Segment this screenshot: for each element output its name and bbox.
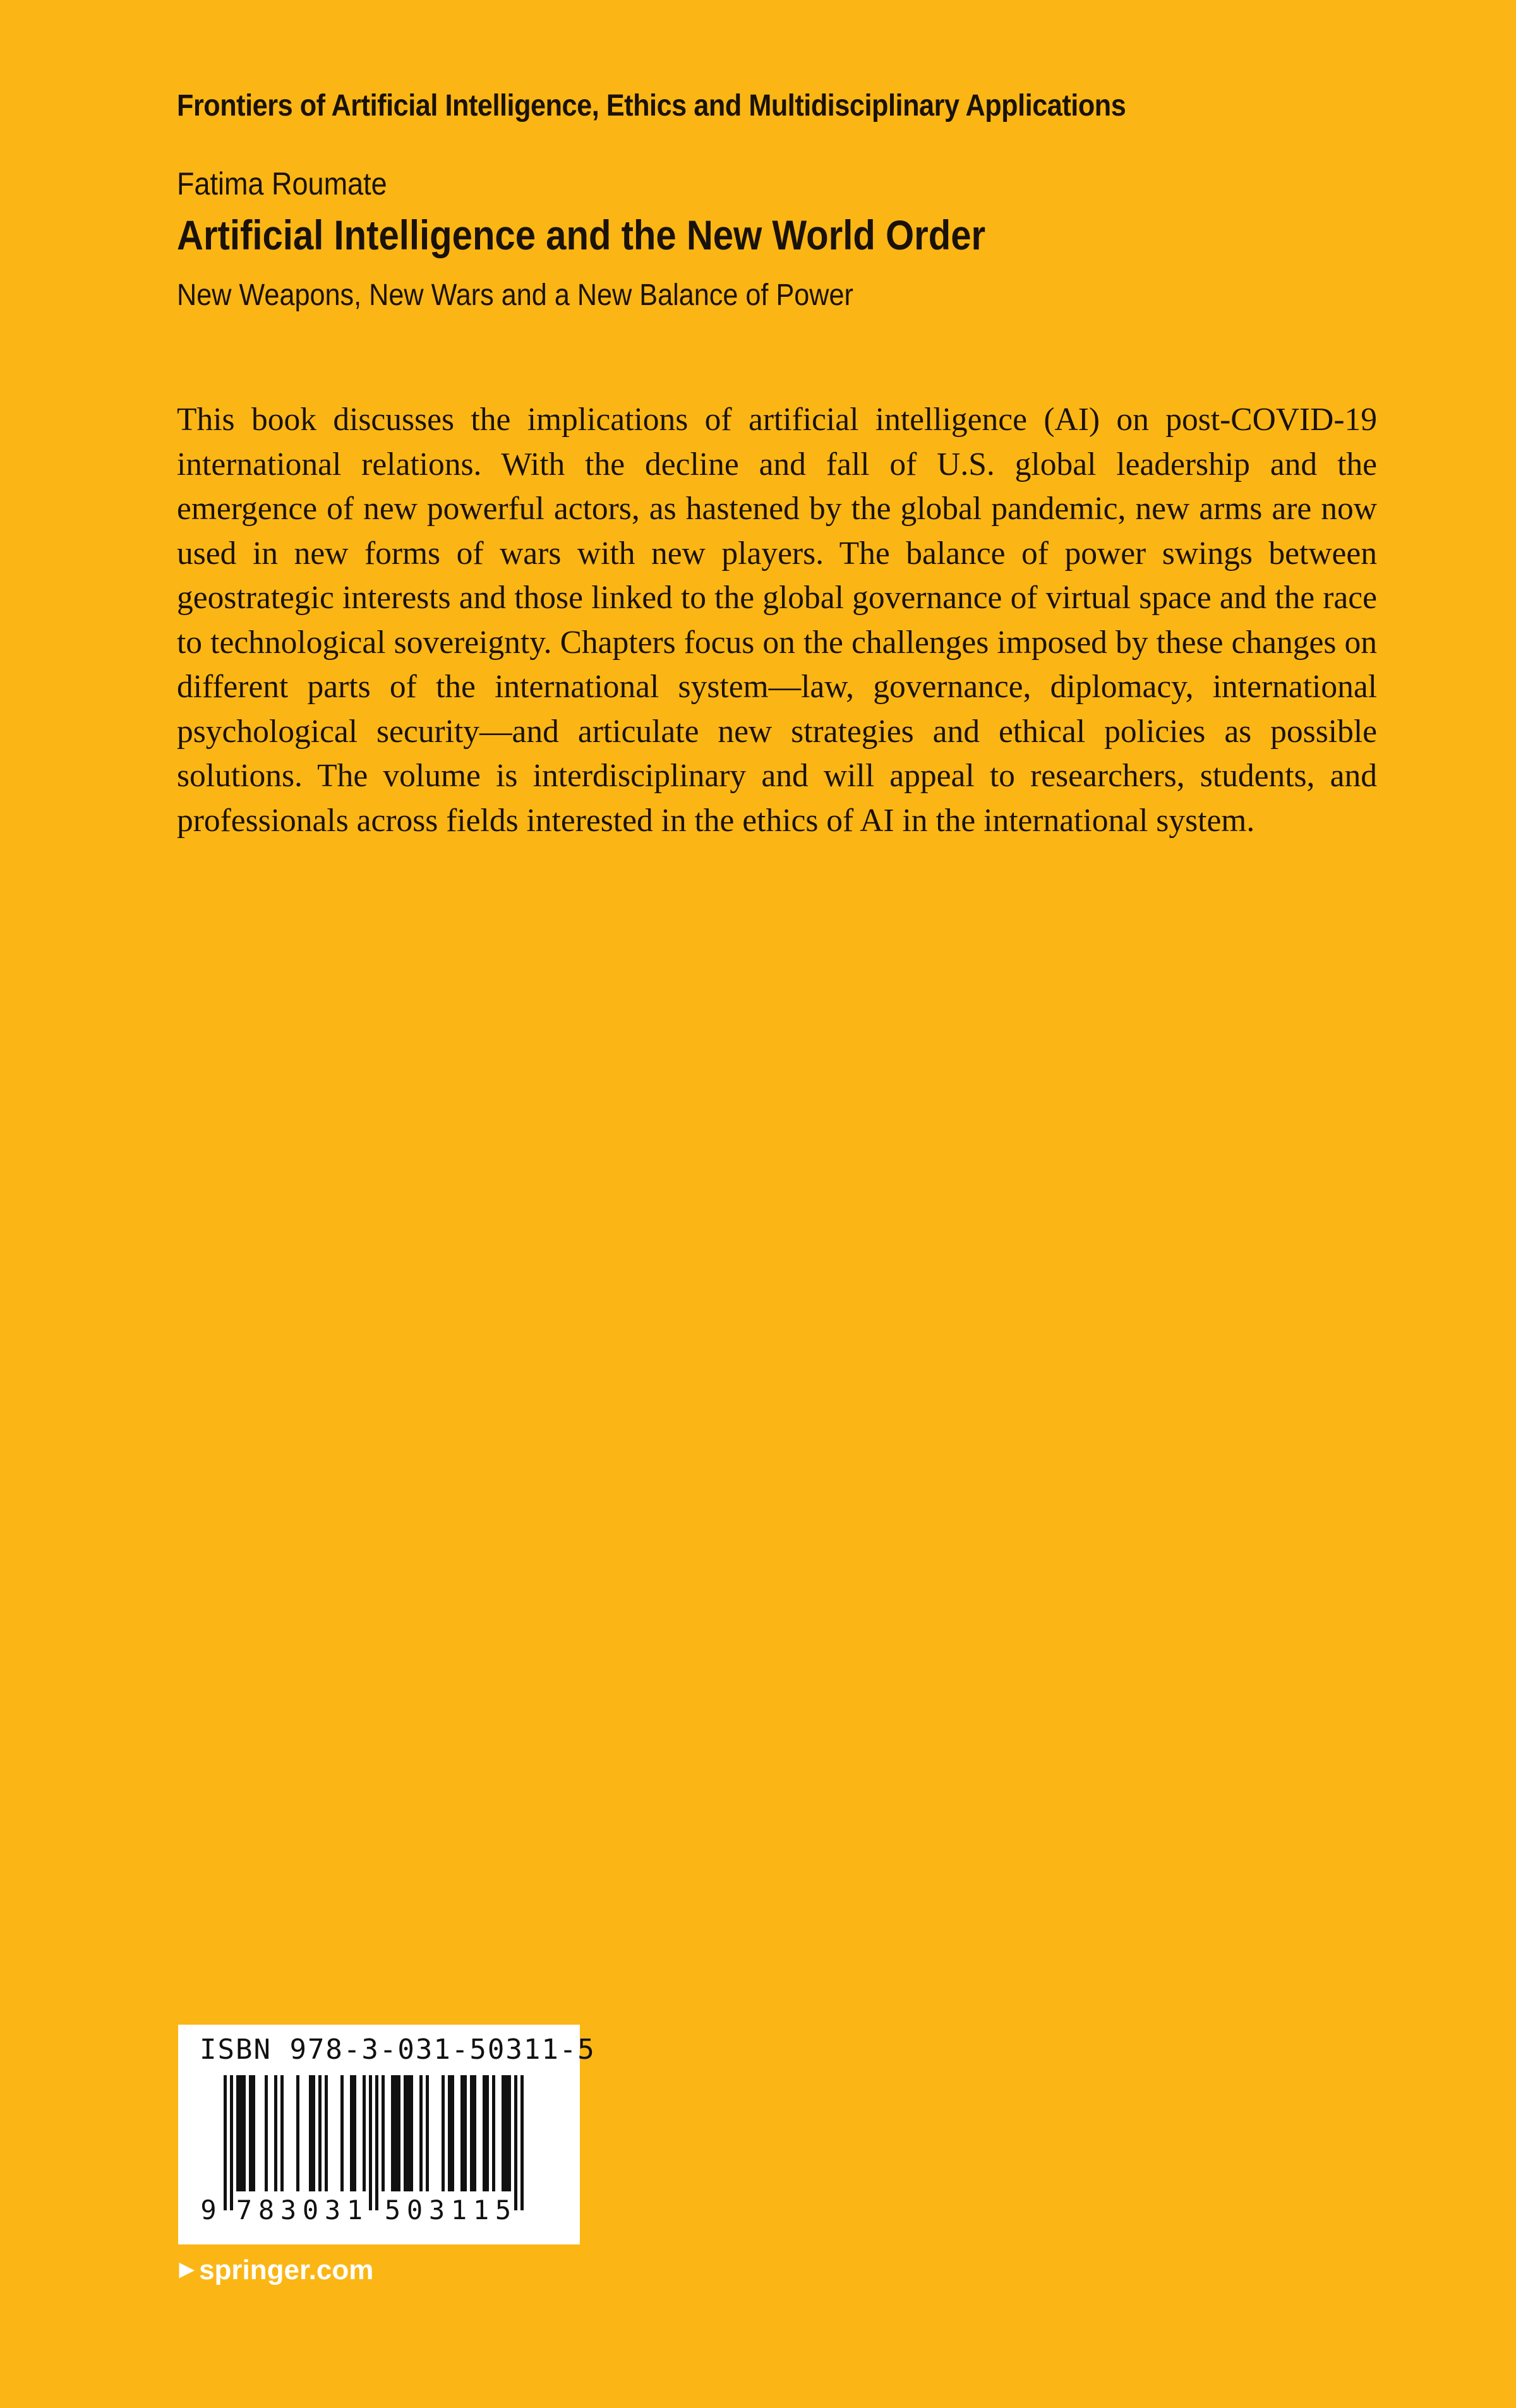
barcode-bar	[464, 2075, 467, 2191]
author-name: Fatima Roumate	[177, 166, 387, 201]
barcode-bar	[451, 2075, 454, 2191]
barcode-bar	[318, 2075, 322, 2191]
barcode-bar	[502, 2075, 505, 2191]
barcode-bar	[224, 2075, 227, 2210]
barcode-bar	[280, 2075, 284, 2191]
barcode-bar	[353, 2075, 356, 2191]
barcode-bar	[340, 2075, 344, 2191]
barcode-bar	[404, 2075, 407, 2191]
barcode-digit: 0	[302, 2195, 319, 2225]
barcode-bar	[470, 2075, 473, 2191]
barcode-digit: 1	[346, 2195, 363, 2225]
barcode-bar	[473, 2075, 476, 2191]
barcode-bar	[265, 2075, 268, 2191]
barcode-bar	[442, 2075, 445, 2191]
isbn-label: ISBN 978-3-031-50311-5	[200, 2034, 596, 2066]
barcode-bar	[382, 2075, 385, 2191]
publisher-link-label: springer.com	[199, 2255, 374, 2285]
triangle-right-icon: ▶	[179, 2259, 195, 2280]
book-subtitle: New Weapons, New Wars and a New Balance of Power	[177, 279, 853, 312]
barcode-bar	[274, 2075, 277, 2191]
barcode-bar	[375, 2075, 378, 2210]
barcode-digit: 1	[450, 2195, 467, 2225]
barcode-digit: 5	[384, 2195, 401, 2225]
barcode-bar	[448, 2075, 451, 2191]
barcode-bar	[309, 2075, 312, 2191]
book-description: This book discusses the implications of artificial intelligence (AI) on post-COVID-19 international relations. With the decline and fall of U.S. global leadership and the emergence of new powerful actors, as hastened by the global pandemic, new arms are now used in new forms of wars with new players. The balance of power swings between geostrategic interests and those linked to the global governance of virtual space and the race to technological sovereignty. Chapters focus on the challenges imposed by these changes on different parts of the international system—law, governance, diplomacy, international psychological security—and articulate new strategies and ethical policies as possible solutions. The volume is interdisciplinary and will appeal to researchers, students, and professionals across fields interested in the ethics of AI in the international system.	[177, 402, 1377, 839]
barcode-digit: 9	[200, 2195, 217, 2225]
barcode-bar	[397, 2075, 400, 2191]
barcode-bar	[486, 2075, 489, 2191]
barcode-bar	[236, 2075, 239, 2191]
barcode-bar	[460, 2075, 464, 2191]
barcode-digit: 3	[280, 2195, 297, 2225]
barcode-digit: 5	[495, 2195, 512, 2225]
barcode-bar	[394, 2075, 397, 2191]
book-title: Artificial Intelligence and the New World Order	[177, 212, 986, 258]
series-title: Frontiers of Artificial Intelligence, Ethics and Multidisciplinary Applications	[177, 89, 1126, 123]
barcode-bar	[249, 2075, 252, 2191]
barcode-bar	[296, 2075, 299, 2191]
barcode-digit: 7	[236, 2195, 253, 2225]
barcode-graphic	[178, 2025, 580, 2244]
barcode-digit: 3	[324, 2195, 341, 2225]
barcode-bar	[514, 2075, 517, 2210]
barcode-bar	[520, 2075, 524, 2210]
barcode-bar	[369, 2075, 372, 2210]
barcode-digit: 3	[428, 2195, 445, 2225]
barcode-bar	[492, 2075, 495, 2191]
publisher-link[interactable]	[179, 2255, 373, 2286]
barcode-bar	[391, 2075, 394, 2191]
barcode-bar	[363, 2075, 366, 2191]
barcode-bar	[483, 2075, 486, 2191]
barcode-digit: 8	[258, 2195, 275, 2225]
barcode-bar	[419, 2075, 423, 2191]
barcode-bar	[407, 2075, 410, 2191]
barcode-bar	[410, 2075, 413, 2191]
barcode-bar	[508, 2075, 511, 2191]
barcode-digit: 0	[406, 2195, 423, 2225]
barcode-bar	[243, 2075, 246, 2191]
barcode-bar	[239, 2075, 243, 2191]
barcode-bar	[426, 2075, 429, 2191]
barcode-digit: 1	[472, 2195, 490, 2225]
barcode-bar	[350, 2075, 353, 2191]
barcode-bar	[252, 2075, 255, 2191]
barcode-bar	[325, 2075, 328, 2191]
barcode-bar	[312, 2075, 315, 2191]
barcode-bar	[230, 2075, 233, 2210]
isbn-barcode	[178, 2025, 596, 2244]
barcode-bar	[505, 2075, 508, 2191]
